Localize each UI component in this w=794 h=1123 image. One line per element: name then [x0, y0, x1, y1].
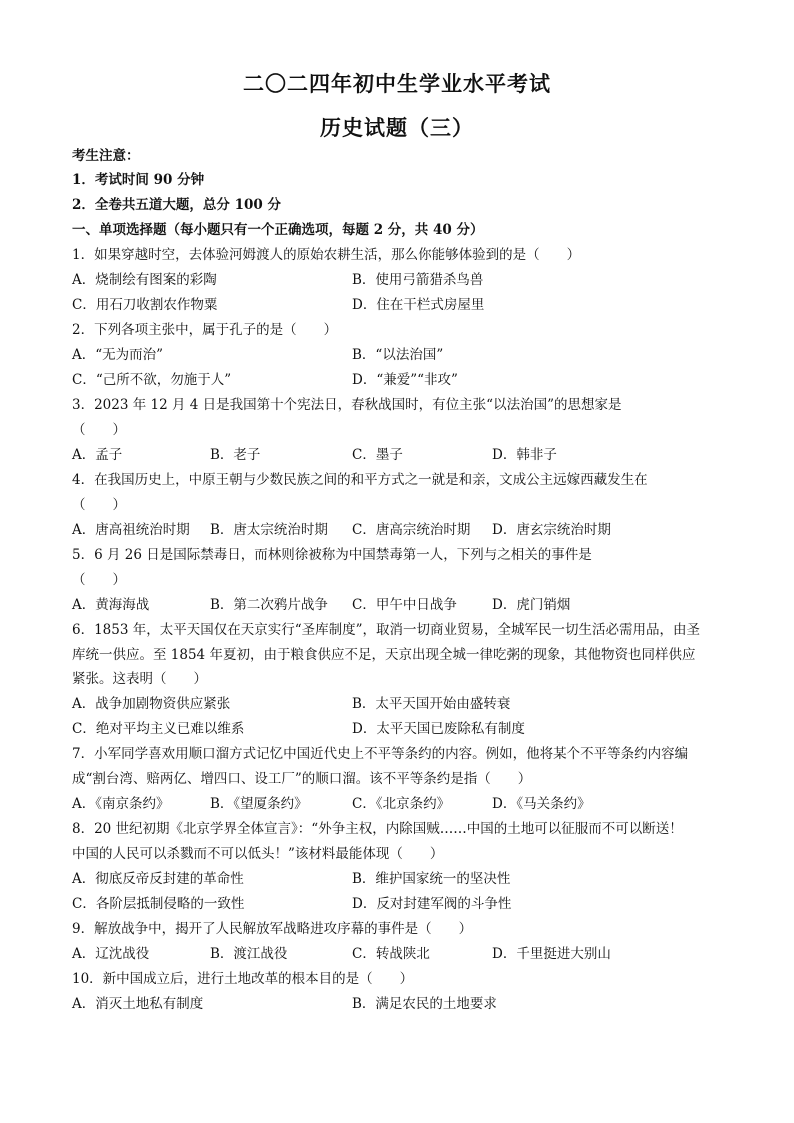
question-stem: 10．新中国成立后，进行土地改革的根本目的是（ ） — [72, 971, 414, 987]
question-stem: 8．20 世纪初期《北京学界全体宣言》：“外争主权，内除国贼……中国的土地可以征服而不可以断送！ — [72, 821, 683, 837]
question-stem: 9．解放战争中，揭开了人民解放军战略进攻序幕的事件是（ ） — [72, 921, 473, 937]
option-c: C．转战陕北 — [352, 946, 430, 962]
question-stem-cont: 库统一供应。至 1854 年夏初，由于粮食供应不足，天京出现全城一律吃粥的现象，其他物资也同样供应 — [72, 647, 696, 663]
section-heading: 一、单项选择题（每小题只有一个正确选项，每题 2 分，共 40 分） — [72, 222, 484, 238]
option-b: B．第二次鸦片战争 — [210, 597, 328, 613]
option-b: B．使用弓箭猎杀鸟兽 — [352, 272, 484, 288]
notice-item: 2．全卷共五道大题，总分 100 分 — [72, 197, 281, 213]
option-d: D．太平天国已废除私有制度 — [352, 721, 525, 737]
option-b: B．太平天国开始由盛转衰 — [352, 696, 511, 712]
option-b: B．维护国家统一的坚决性 — [352, 871, 511, 887]
question-stem: 3．2023 年 12 月 4 日是我国第十个宪法日，春秋战国时，有位主张“以法治国”的思想家是 — [72, 397, 622, 413]
option-d: D．“兼爱”“非攻” — [352, 372, 458, 388]
question-stem-cont: （ ） — [72, 422, 126, 438]
question-stem-cont: 中国的人民可以杀戮而不可以低头！”该材料最能体现（ ） — [72, 846, 444, 862]
option-d: D．《马关条约》 — [492, 796, 591, 812]
option-c: C．《北京条约》 — [352, 796, 451, 812]
notice-heading: 考生注意： — [72, 148, 140, 164]
option-b: B．“以法治国” — [352, 347, 444, 363]
option-c: C．“己所不欲，勿施于人” — [72, 372, 232, 388]
option-a: A．战争加剧物资供应紧张 — [72, 696, 231, 712]
option-b: B．老子 — [210, 447, 261, 463]
option-d: D．住在干栏式房屋里 — [352, 297, 485, 313]
option-a: A．烧制绘有图案的彩陶 — [72, 272, 217, 288]
option-a: A．唐高祖统治时期 — [72, 522, 190, 538]
option-a: A．辽沈战役 — [72, 946, 150, 962]
option-c: C．墨子 — [352, 447, 403, 463]
option-b: B．唐太宗统治时期 — [210, 522, 328, 538]
question-stem-cont: （ ） — [72, 497, 126, 513]
question-stem: 1．如果穿越时空，去体验河姆渡人的原始农耕生活，那么你能够体验到的是（ ） — [72, 247, 581, 263]
option-c: C．唐高宗统治时期 — [352, 522, 471, 538]
exam-subtitle: 历史试题（三） — [320, 115, 474, 140]
option-a: A．《南京条约》 — [72, 796, 170, 812]
question-stem-cont: 成“割台湾、赔两亿、增四口、设工厂”的顺口溜。该不平等条约是指（ ） — [72, 771, 532, 787]
option-d: D．唐玄宗统治时期 — [492, 522, 611, 538]
option-c: C．各阶层抵制侵略的一致性 — [72, 896, 245, 912]
question-stem: 4．在我国历史上，中原王朝与少数民族之间的和平方式之一就是和亲，文成公主远嫁西藏发生在 — [72, 472, 648, 488]
notice-item: 1．考试时间 90 分钟 — [72, 172, 205, 188]
question-stem: 7．小军同学喜欢用顺口溜方式记忆中国近代史上不平等条约的内容。例如，他将某个不平等条约内容编 — [72, 746, 689, 762]
option-b: B．渡江战役 — [210, 946, 288, 962]
option-b: B．满足农民的土地要求 — [352, 996, 497, 1012]
option-a: A．彻底反帝反封建的革命性 — [72, 871, 244, 887]
question-stem: 2．下列各项主张中，属于孔子的是（ ） — [72, 322, 338, 338]
option-d: D．千里挺进大别山 — [492, 946, 611, 962]
option-a: A．孟子 — [72, 447, 123, 463]
option-d: D．韩非子 — [492, 447, 557, 463]
exam-title: 二〇二四年初中生学业水平考试 — [243, 71, 551, 96]
question-stem: 6．1853 年，太平天国仅在天京实行“圣库制度”，取消一切商业贸易，全城军民一切生活必需用品，由圣 — [72, 622, 701, 638]
option-a: A．黄海海战 — [72, 597, 150, 613]
option-c: C．甲午中日战争 — [352, 597, 457, 613]
option-d: D．反对封建军阀的斗争性 — [352, 896, 512, 912]
option-a: A．“无为而治” — [72, 347, 164, 363]
option-d: D．虎门销烟 — [492, 597, 571, 613]
question-stem-cont: 紧张。这表明（ ） — [72, 671, 207, 687]
option-a: A．消灭土地私有制度 — [72, 996, 204, 1012]
question-stem: 5．6 月 26 日是国际禁毒日，而林则徐被称为中国禁毒第一人，下列与之相关的事件是 — [72, 547, 592, 563]
option-c: C．用石刀收割农作物粟 — [72, 297, 218, 313]
option-b: B．《望厦条约》 — [210, 796, 308, 812]
option-c: C．绝对平均主义已难以维系 — [72, 721, 245, 737]
question-stem-cont: （ ） — [72, 572, 126, 588]
